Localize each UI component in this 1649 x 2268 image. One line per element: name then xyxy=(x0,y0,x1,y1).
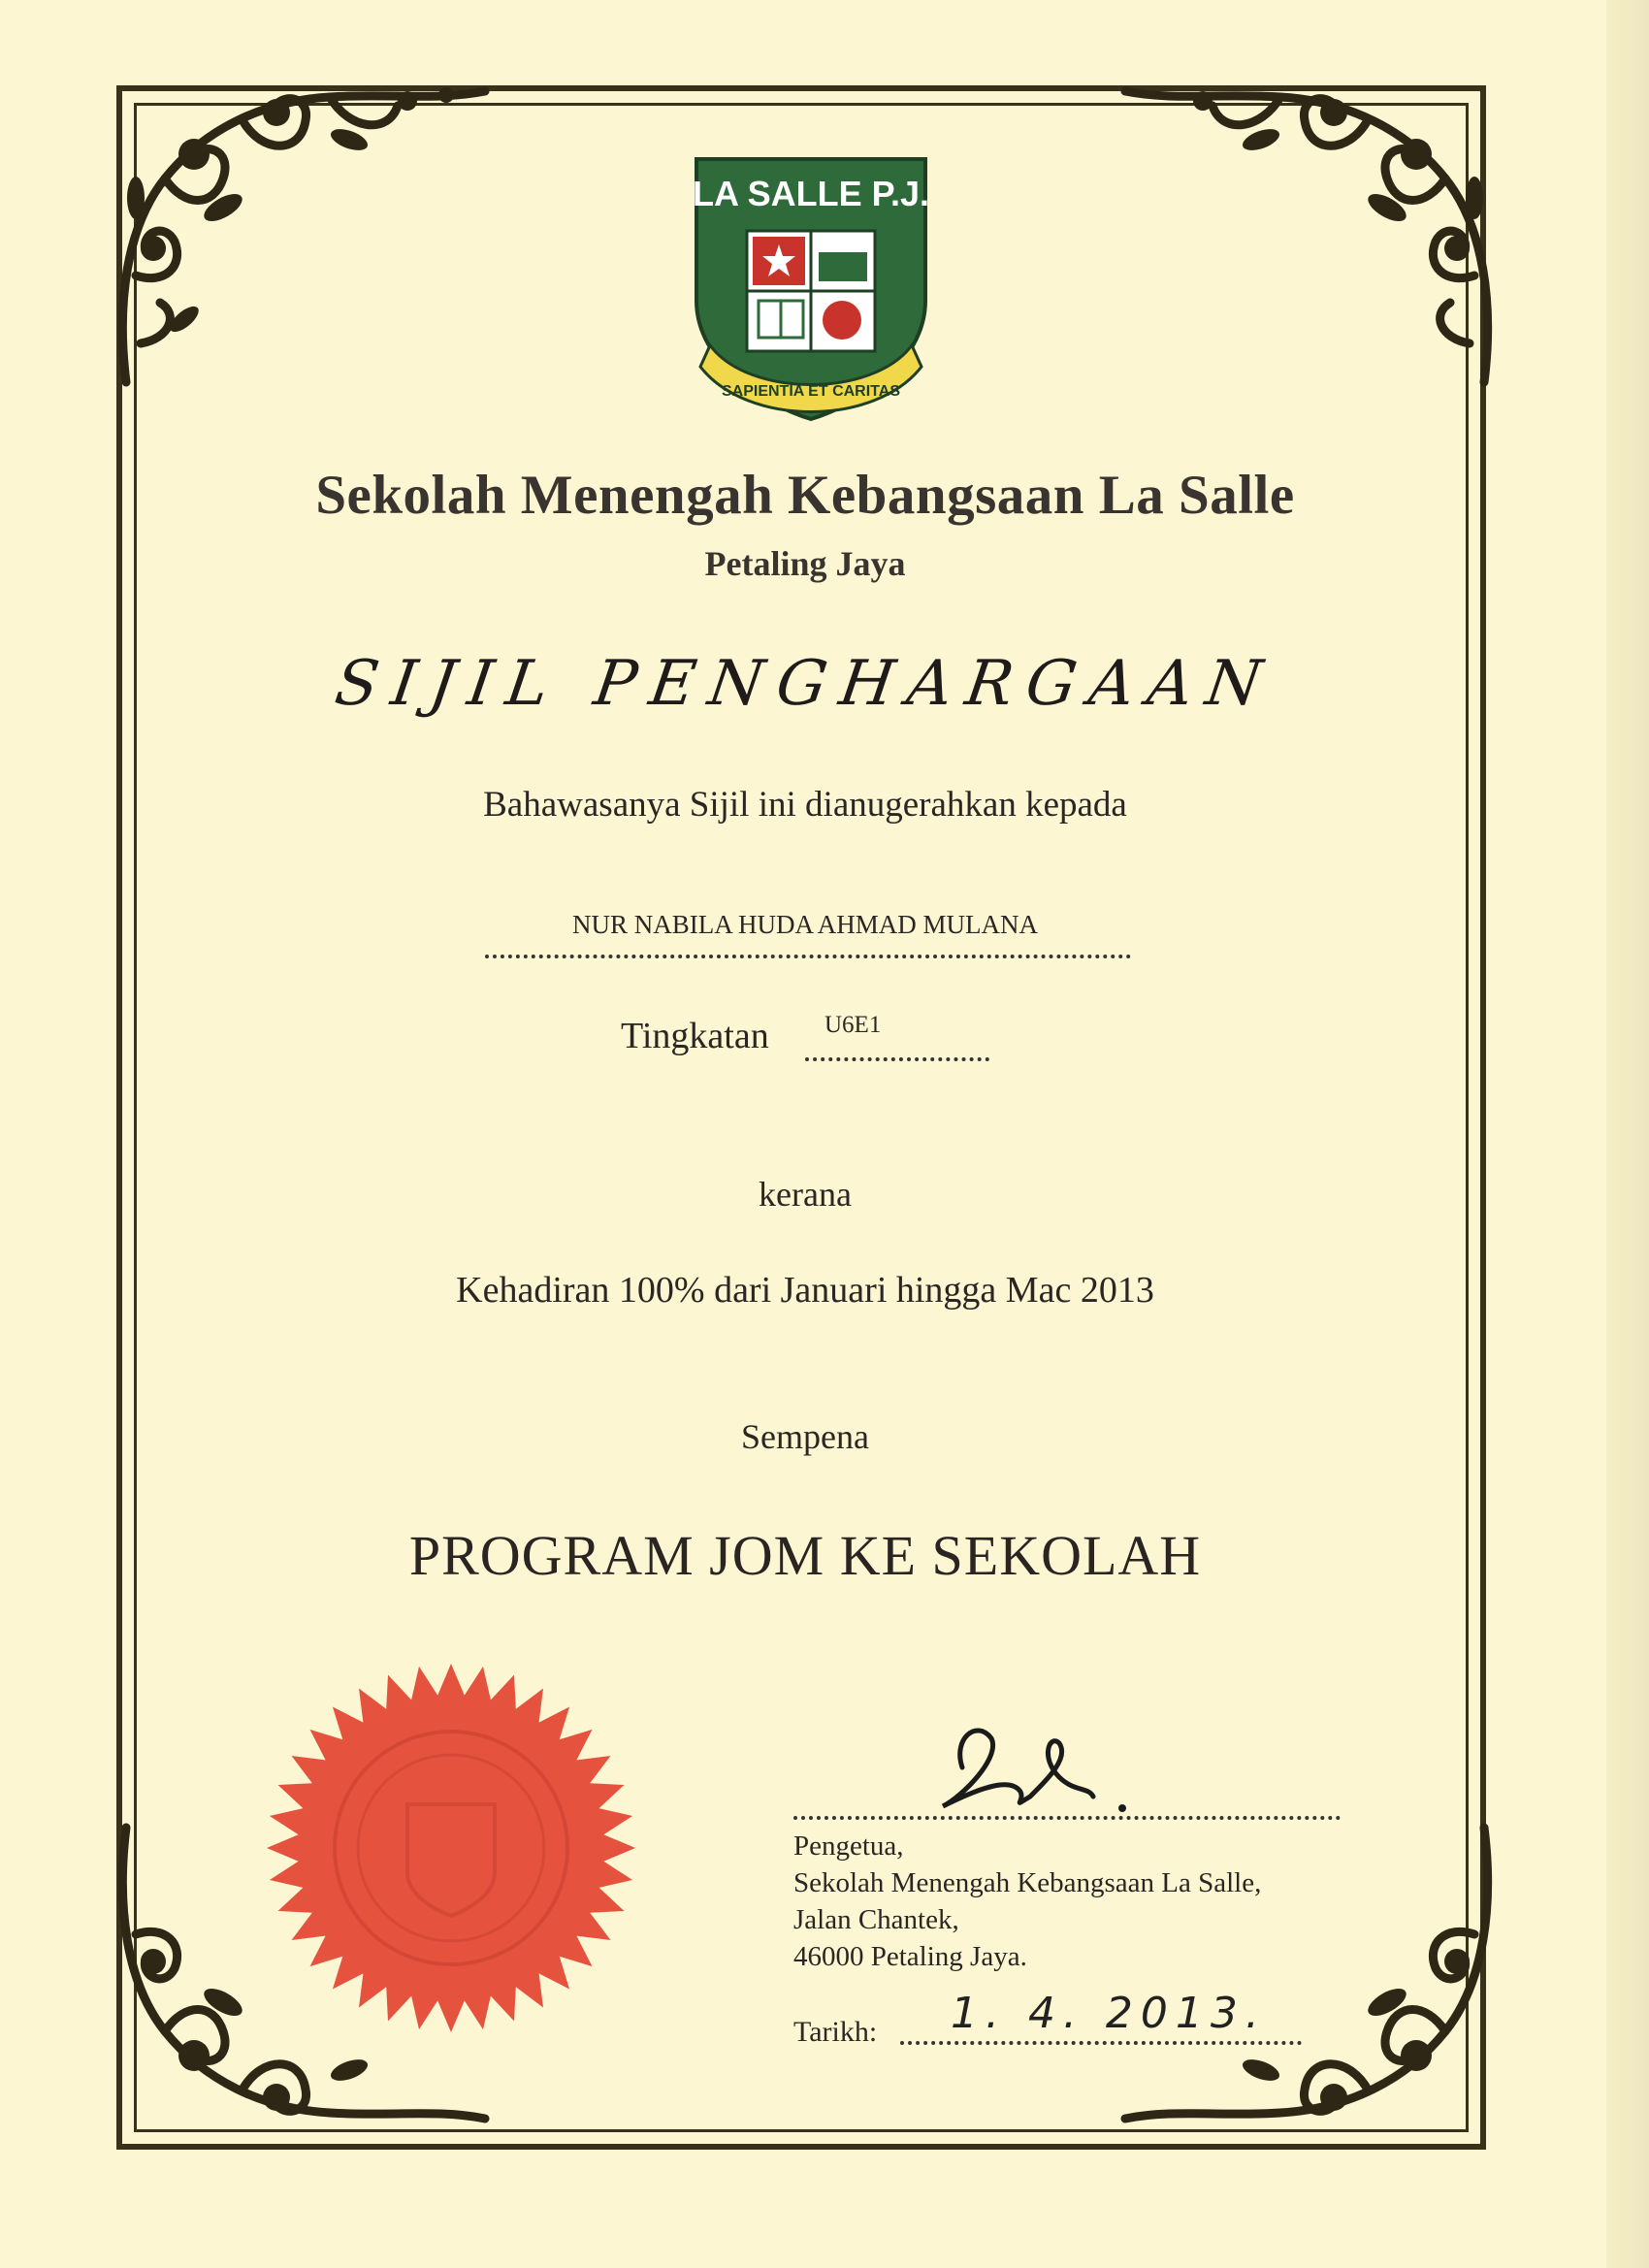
school-name: Sekolah Menengah Kebangsaan La Salle xyxy=(315,465,1295,526)
date-label: Tarikh: xyxy=(793,2016,878,2048)
corner-ornament-top-left xyxy=(97,62,504,411)
flourish-icon xyxy=(97,62,504,411)
date-value: 1. 4. 2013. xyxy=(951,1989,1267,2038)
shield-icon xyxy=(691,155,931,423)
signatory-org: Sekolah Menengah Kebangsaan La Salle, xyxy=(793,1867,1262,1898)
signatory-street: Jalan Chantek, xyxy=(793,1904,959,1935)
grade-dotted-line xyxy=(805,1057,989,1061)
recipient-name: NUR NABILA HUDA AHMAD MULANA xyxy=(571,910,1038,939)
signatory-city: 46000 Petaling Jaya. xyxy=(793,1941,1027,1972)
crest-motto: SAPIENTIA ET CARITAS xyxy=(721,383,901,400)
paper-edge xyxy=(1606,0,1649,2268)
signature-icon xyxy=(923,1700,1156,1826)
award-reason: Kehadiran 100% dari Januari hingga Mac 2013 xyxy=(456,1270,1154,1311)
occasion-label: Sempena xyxy=(741,1417,869,1456)
grade-label: Tingkatan xyxy=(621,1016,769,1056)
awarded-line: Bahawasanya Sijil ini dianugerahkan kepada xyxy=(483,785,1127,825)
grade-value: U6E1 xyxy=(824,1012,882,1038)
flourish-icon xyxy=(1106,62,1513,411)
handwritten-signature xyxy=(923,1700,1156,1826)
school-crest xyxy=(691,155,931,423)
signatory-block xyxy=(793,1828,1261,1975)
program-name: PROGRAM JOM KE SEKOLAH xyxy=(408,1524,1202,1587)
red-seal xyxy=(262,1659,640,2037)
seal-icon xyxy=(262,1659,640,2037)
signature-dotted-line xyxy=(793,1816,1341,1820)
school-location: Petaling Jaya xyxy=(704,544,906,583)
crest-banner: LA SALLE P.J. xyxy=(692,174,930,213)
date-dotted-line xyxy=(900,2041,1302,2045)
because-label: kerana xyxy=(759,1175,852,1214)
signatory-title: Pengetua, xyxy=(793,1831,904,1862)
certificate-title: SIJIL PENGHARGAAN xyxy=(331,648,1279,720)
corner-ornament-top-right xyxy=(1106,62,1513,411)
recipient-dotted-line xyxy=(485,955,1131,958)
